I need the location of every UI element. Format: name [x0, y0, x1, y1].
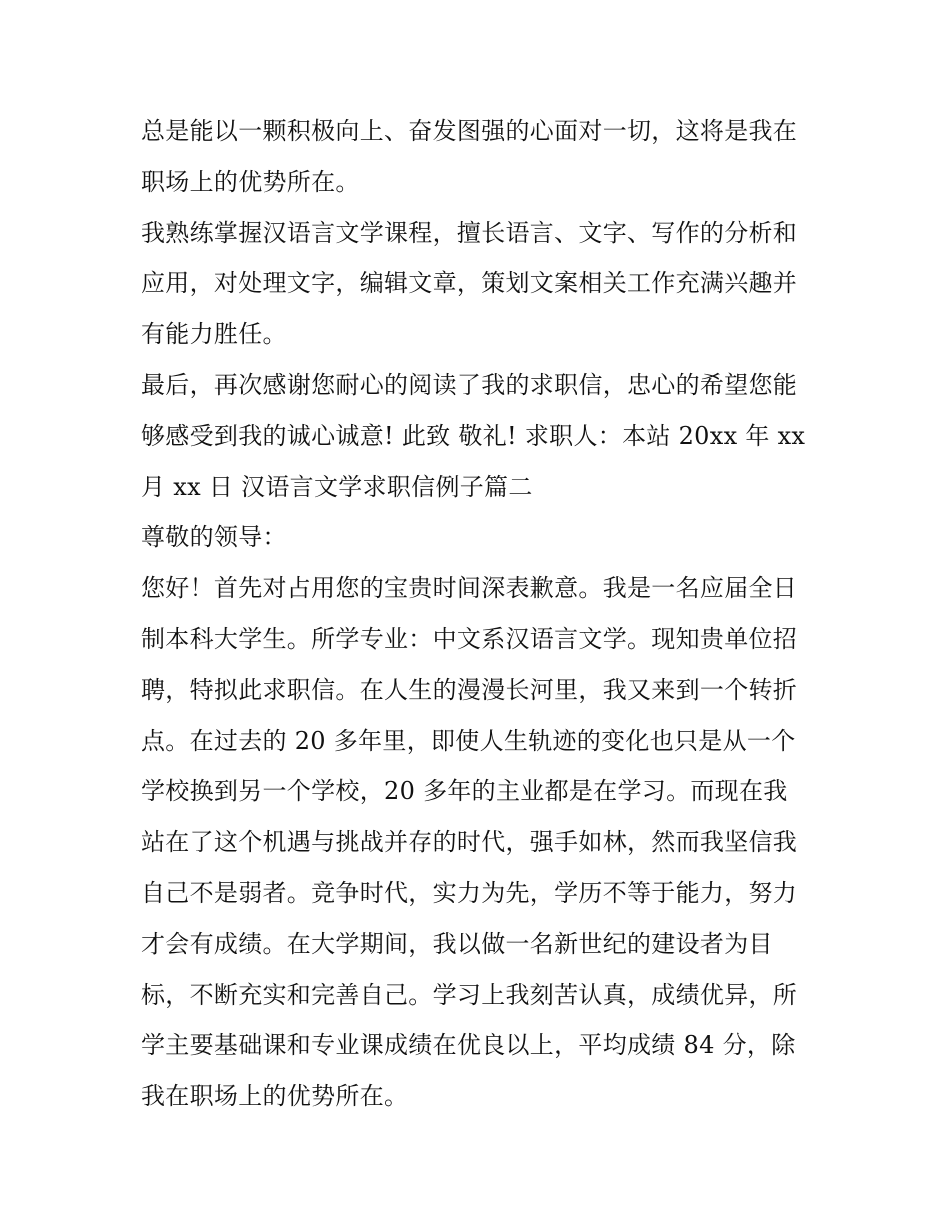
text-line: 聘，特拟此求职信。在人生的漫漫长河里，我又来到一个转折 [141, 675, 798, 704]
text-line: 我在职场上的优势所在。 [141, 1082, 409, 1111]
text-line: 够感受到我的诚心诚意! 此致 敬礼! 求职人：本站 20xx 年 xx [141, 421, 806, 450]
text-line: 点。在过去的 20 多年里，即使人生轨迹的变化也只是从一个 [141, 726, 796, 755]
text-line: 我熟练掌握汉语言文学课程，擅长语言、文字、写作的分析和 [141, 218, 798, 247]
text-line: 最后，再次感谢您耐心的阅读了我的求职信，忠心的希望您能 [141, 370, 798, 399]
text-line: 总是能以一颗积极向上、奋发图强的心面对一切，这将是我在 [141, 117, 798, 145]
text-line: 有能力胜任。 [141, 320, 287, 349]
text-line: 学主要基础课和专业课成绩在优良以上，平均成绩 84 分，除 [141, 1031, 796, 1060]
text-line: 月 xx 日 汉语言文学求职信例子篇二 [141, 472, 533, 501]
salutation: 尊敬的领导： [141, 523, 287, 552]
text-line: 职场上的优势所在。 [141, 167, 360, 196]
text-line: 自己不是弱者。竞争时代，实力为先，学历不等于能力，努力 [141, 878, 798, 907]
text-line: 才会有成绩。在大学期间，我以做一名新世纪的建设者为目 [141, 929, 773, 958]
text-line: 您好！首先对占用您的宝贵时间深表歉意。我是一名应届全日 [141, 574, 798, 603]
text-line: 标，不断充实和完善自己。学习上我刻苦认真，成绩优异，所 [141, 980, 798, 1009]
text-line: 站在了这个机遇与挑战并存的时代，强手如林，然而我坚信我 [141, 828, 798, 857]
text-line: 应用，对处理文字，编辑文章，策划文案相关工作充满兴趣并 [141, 269, 798, 298]
document-body [141, 106, 821, 1122]
text-line: 制本科大学生。所学专业：中文系汉语言文学。现知贵单位招 [141, 624, 798, 653]
text-line: 学校换到另一个学校，20 多年的主业都是在学习。而现在我 [141, 777, 788, 806]
